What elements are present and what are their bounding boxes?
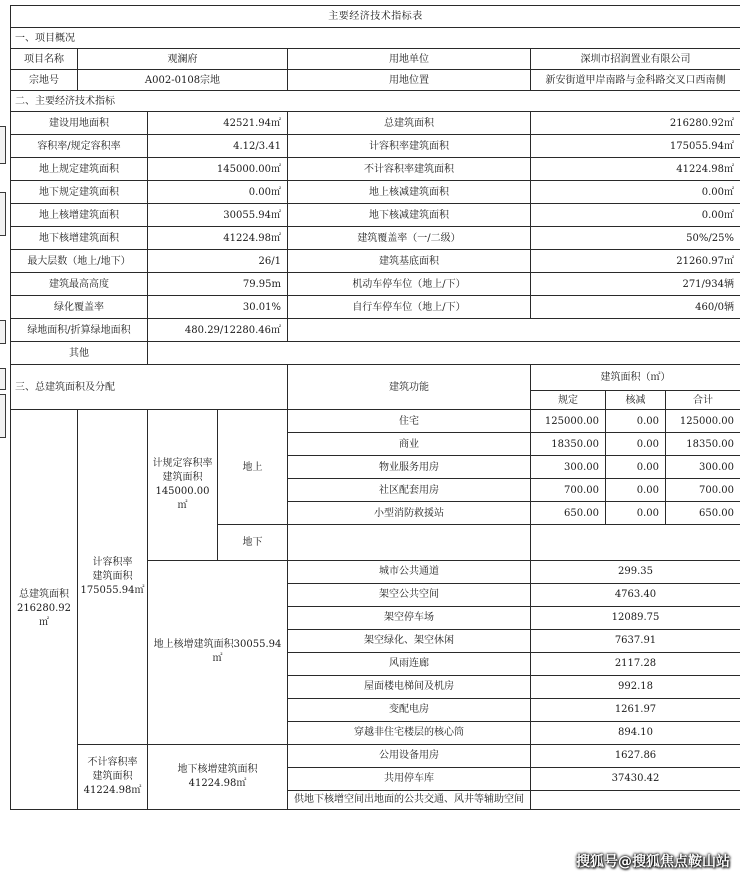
- section-heading: 三、总建筑面积及分配: [11, 365, 288, 410]
- indicator-label: 不计容积率建筑面积: [288, 158, 531, 181]
- indicator-label: 建设用地面积: [11, 112, 148, 135]
- above-ground-cell: 地上: [218, 410, 288, 525]
- scan-edge-mark: [0, 192, 6, 236]
- non-far-cell: 不计容积率 建筑面积 41224.98㎡: [78, 744, 148, 809]
- indicator-value: 42521.94㎡: [148, 112, 288, 135]
- increase-area-cell: 地上核增建筑面积30055.94 ㎡: [148, 560, 288, 744]
- project-name-value: 观澜府: [78, 49, 288, 70]
- indicator-label: 机动车停车位（地上/下）: [288, 273, 531, 296]
- area-value: 4763.40: [531, 583, 740, 606]
- function-name: 社区配套用房: [288, 479, 531, 502]
- indicator-value: 26/1: [148, 250, 288, 273]
- planned-value: 650.00: [531, 502, 606, 525]
- total-area-cell: 总建筑面积 216280.92㎡: [11, 410, 78, 810]
- indicator-label: 绿化覆盖率: [11, 296, 148, 319]
- area-value: 299.35: [531, 560, 740, 583]
- indicator-value: 0.00㎡: [531, 181, 740, 204]
- scan-edge-mark: [0, 394, 6, 438]
- indicator-label: 总建筑面积: [288, 112, 531, 135]
- other-label: 其他: [11, 342, 148, 365]
- location-value: 新安街道甲岸南路与金科路交叉口西南侧: [531, 70, 740, 91]
- total-value: 125000.00: [666, 410, 740, 433]
- indicator-label: 最大层数（地上/地下）: [11, 250, 148, 273]
- parcel-value: A002-0108宗地: [78, 70, 288, 91]
- reduced-value: 0.00: [606, 410, 666, 433]
- area-value: 7637.91: [531, 629, 740, 652]
- section-heading: 一、项目概况: [11, 28, 740, 49]
- function-name: 共用停车库: [288, 767, 531, 790]
- planned-value: 18350.00: [531, 433, 606, 456]
- reduced-value: 0.00: [606, 502, 666, 525]
- indicator-value: 145000.00㎡: [148, 158, 288, 181]
- scan-edge-mark: [0, 320, 6, 344]
- area-value: 2117.28: [531, 652, 740, 675]
- other-value: [148, 342, 740, 365]
- green-area-label: 绿地面积/折算绿地面积: [11, 319, 148, 342]
- indicator-label: 地上规定建筑面积: [11, 158, 148, 181]
- table-title: 主要经济技术指标表: [11, 6, 740, 28]
- economic-indicators-table: [10, 5, 740, 810]
- below-ground-cell: 地下: [218, 525, 288, 561]
- indicator-value: 50%/25%: [531, 227, 740, 250]
- indicator-label: 地下规定建筑面积: [11, 181, 148, 204]
- empty-cell: [531, 525, 740, 561]
- indicator-label: 地下核减建筑面积: [288, 204, 531, 227]
- area-value: 37430.42: [531, 767, 740, 790]
- indicator-label: 计容积率建筑面积: [288, 135, 531, 158]
- indicator-value: 30055.94㎡: [148, 204, 288, 227]
- function-name: 穿越非住宅楼层的核心筒: [288, 721, 531, 744]
- reduced-value: 0.00: [606, 456, 666, 479]
- far-area-cell: 计容积率 建筑面积 175055.94㎡: [78, 410, 148, 745]
- green-area-value: 480.29/12280.46㎡: [148, 319, 288, 342]
- function-name: 物业服务用房: [288, 456, 531, 479]
- function-name: 风雨连廊: [288, 652, 531, 675]
- reduced-value: 0.00: [606, 479, 666, 502]
- empty-cell: [288, 319, 740, 342]
- empty-cell: [288, 525, 531, 561]
- planned-value: 300.00: [531, 456, 606, 479]
- indicator-label: 容积率/规定容积率: [11, 135, 148, 158]
- total-value: 18350.00: [666, 433, 740, 456]
- indicator-value: 21260.97㎡: [531, 250, 740, 273]
- underground-area-cell: 地下核增建筑面积 41224.98㎡: [148, 744, 288, 809]
- area-value: [531, 790, 740, 809]
- indicator-value: 41224.98㎡: [531, 158, 740, 181]
- indicator-label: 地上核减建筑面积: [288, 181, 531, 204]
- function-name: 架空绿化、架空休闲: [288, 629, 531, 652]
- total-value: 650.00: [666, 502, 740, 525]
- project-name-label: 项目名称: [11, 49, 78, 70]
- indicator-value: 0.00㎡: [531, 204, 740, 227]
- watermark-text: 搜狐号@搜狐焦点鞍山站: [576, 854, 730, 870]
- function-name: 公用设备用房: [288, 744, 531, 767]
- function-name: 架空公共空间: [288, 583, 531, 606]
- total-value: 700.00: [666, 479, 740, 502]
- indicator-value: 0.00㎡: [148, 181, 288, 204]
- watermark: [555, 851, 730, 871]
- function-name: 小型消防救援站: [288, 502, 531, 525]
- indicator-label: 地上核增建筑面积: [11, 204, 148, 227]
- scan-edge-mark: [0, 126, 6, 164]
- indicator-value: 271/934辆: [531, 273, 740, 296]
- parcel-label: 宗地号: [11, 70, 78, 91]
- indicator-value: 79.95m: [148, 273, 288, 296]
- land-unit-label: 用地单位: [288, 49, 531, 70]
- indicator-value: 460/0辆: [531, 296, 740, 319]
- planned-far-cell: 计规定容积率 建筑面积 145000.00 ㎡: [148, 410, 218, 561]
- area-value: 12089.75: [531, 606, 740, 629]
- planned-value: 700.00: [531, 479, 606, 502]
- area-value: 992.18: [531, 675, 740, 698]
- function-name: 架空停车场: [288, 606, 531, 629]
- location-label: 用地位置: [288, 70, 531, 91]
- area-value: 1627.86: [531, 744, 740, 767]
- indicator-label: 建筑最高高度: [11, 273, 148, 296]
- area-header: 建筑面积（㎡）: [531, 365, 740, 391]
- eye-logo-icon: [555, 855, 573, 869]
- col-reduced-header: 核减: [606, 391, 666, 410]
- indicator-label: 建筑基底面积: [288, 250, 531, 273]
- function-name: 屋面楼电梯间及机房: [288, 675, 531, 698]
- col-total-header: 合计: [666, 391, 740, 410]
- indicator-value: 30.01%: [148, 296, 288, 319]
- function-name: 住宅: [288, 410, 531, 433]
- indicator-label: 地下核增建筑面积: [11, 227, 148, 250]
- indicator-label: 自行车停车位（地上/下）: [288, 296, 531, 319]
- section-heading: 二、主要经济技术指标: [11, 91, 740, 112]
- function-name: 供地下核增空间出地面的公共交通、风井等辅助空间: [288, 790, 531, 809]
- indicator-value: 41224.98㎡: [148, 227, 288, 250]
- function-name: 城市公共通道: [288, 560, 531, 583]
- reduced-value: 0.00: [606, 433, 666, 456]
- indicator-value: 4.12/3.41: [148, 135, 288, 158]
- col-planned-header: 规定: [531, 391, 606, 410]
- scan-edge-mark: [0, 368, 6, 390]
- function-name: 变配电房: [288, 698, 531, 721]
- total-value: 300.00: [666, 456, 740, 479]
- function-name: 商业: [288, 433, 531, 456]
- indicator-value: 175055.94㎡: [531, 135, 740, 158]
- function-header: 建筑功能: [288, 365, 531, 410]
- indicator-value: 216280.92㎡: [531, 112, 740, 135]
- area-value: 1261.97: [531, 698, 740, 721]
- planned-value: 125000.00: [531, 410, 606, 433]
- area-value: 894.10: [531, 721, 740, 744]
- indicator-label: 建筑覆盖率（一/二级）: [288, 227, 531, 250]
- land-unit-value: 深圳市招润置业有限公司: [531, 49, 740, 70]
